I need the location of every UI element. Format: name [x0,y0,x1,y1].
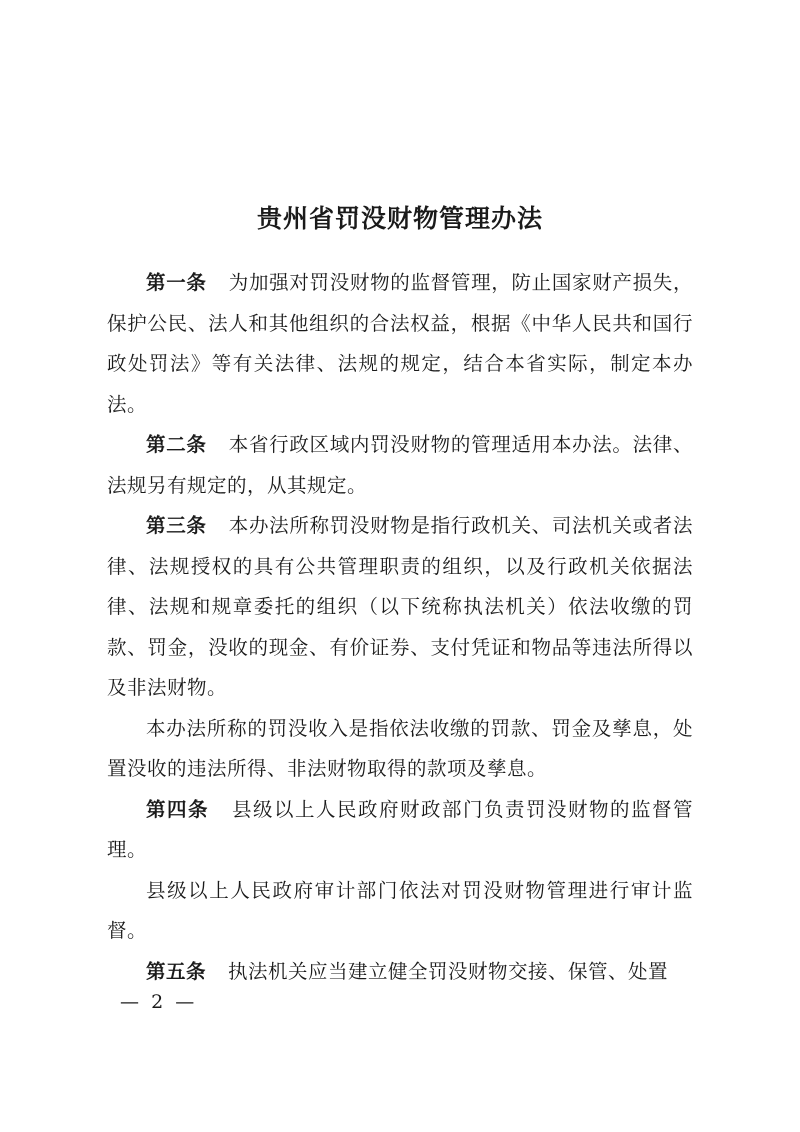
article-paragraph [107,263,693,425]
article-text: 本办法所称罚没财物是指行政机关、司法机关或者法律、法规授权的具有公共管理职责的组织，以及行政机关依据法律、法规和规章委托的组织（以下统称执法机关）依法收缴的罚款、罚金，没收的现金、有价证券、支付凭证和物品等违法所得以及非法财物。 [107,514,693,699]
document-title: 贵州省罚没财物管理办法 [256,204,543,233]
article-label: 第三条 [146,514,207,537]
article-label: 第一条 [146,271,207,294]
article-label: 第二条 [146,433,207,456]
continuation-paragraph [107,709,693,790]
continuation-paragraph [107,871,693,952]
article-text: 执法机关应当建立健全罚没财物交接、保管、处置 [228,959,669,983]
paragraph-text: 县级以上人民政府审计部门依法对罚没财物管理进行审计监督。 [107,878,693,942]
article-text: 县级以上人民政府财政部门负责罚没财物的监督管理。 [107,797,693,861]
article-text: 为加强对罚没财物的监督管理，防止国家财产损失，保护公民、法人和其他组织的合法权益，根据《中华人民共和国行政处罚法》等有关法律、法规的规定，结合本省实际，制定本办法。 [107,271,693,416]
article-paragraph [107,425,693,506]
document-body [107,263,693,992]
article-paragraph [107,952,693,993]
article-text: 本省行政区域内罚没财物的管理适用本办法。法律、法规另有规定的，从其规定。 [107,433,693,497]
page-number: — 2 — [120,991,195,1013]
paragraph-text: 本办法所称的罚没收入是指依法收缴的罚款、罚金及孳息，处置没收的违法所得、非法财物取得的款项及孳息。 [107,716,693,780]
article-paragraph [107,506,693,709]
article-label: 第四条 [146,797,209,821]
article-label: 第五条 [146,959,207,983]
article-paragraph [107,790,693,871]
